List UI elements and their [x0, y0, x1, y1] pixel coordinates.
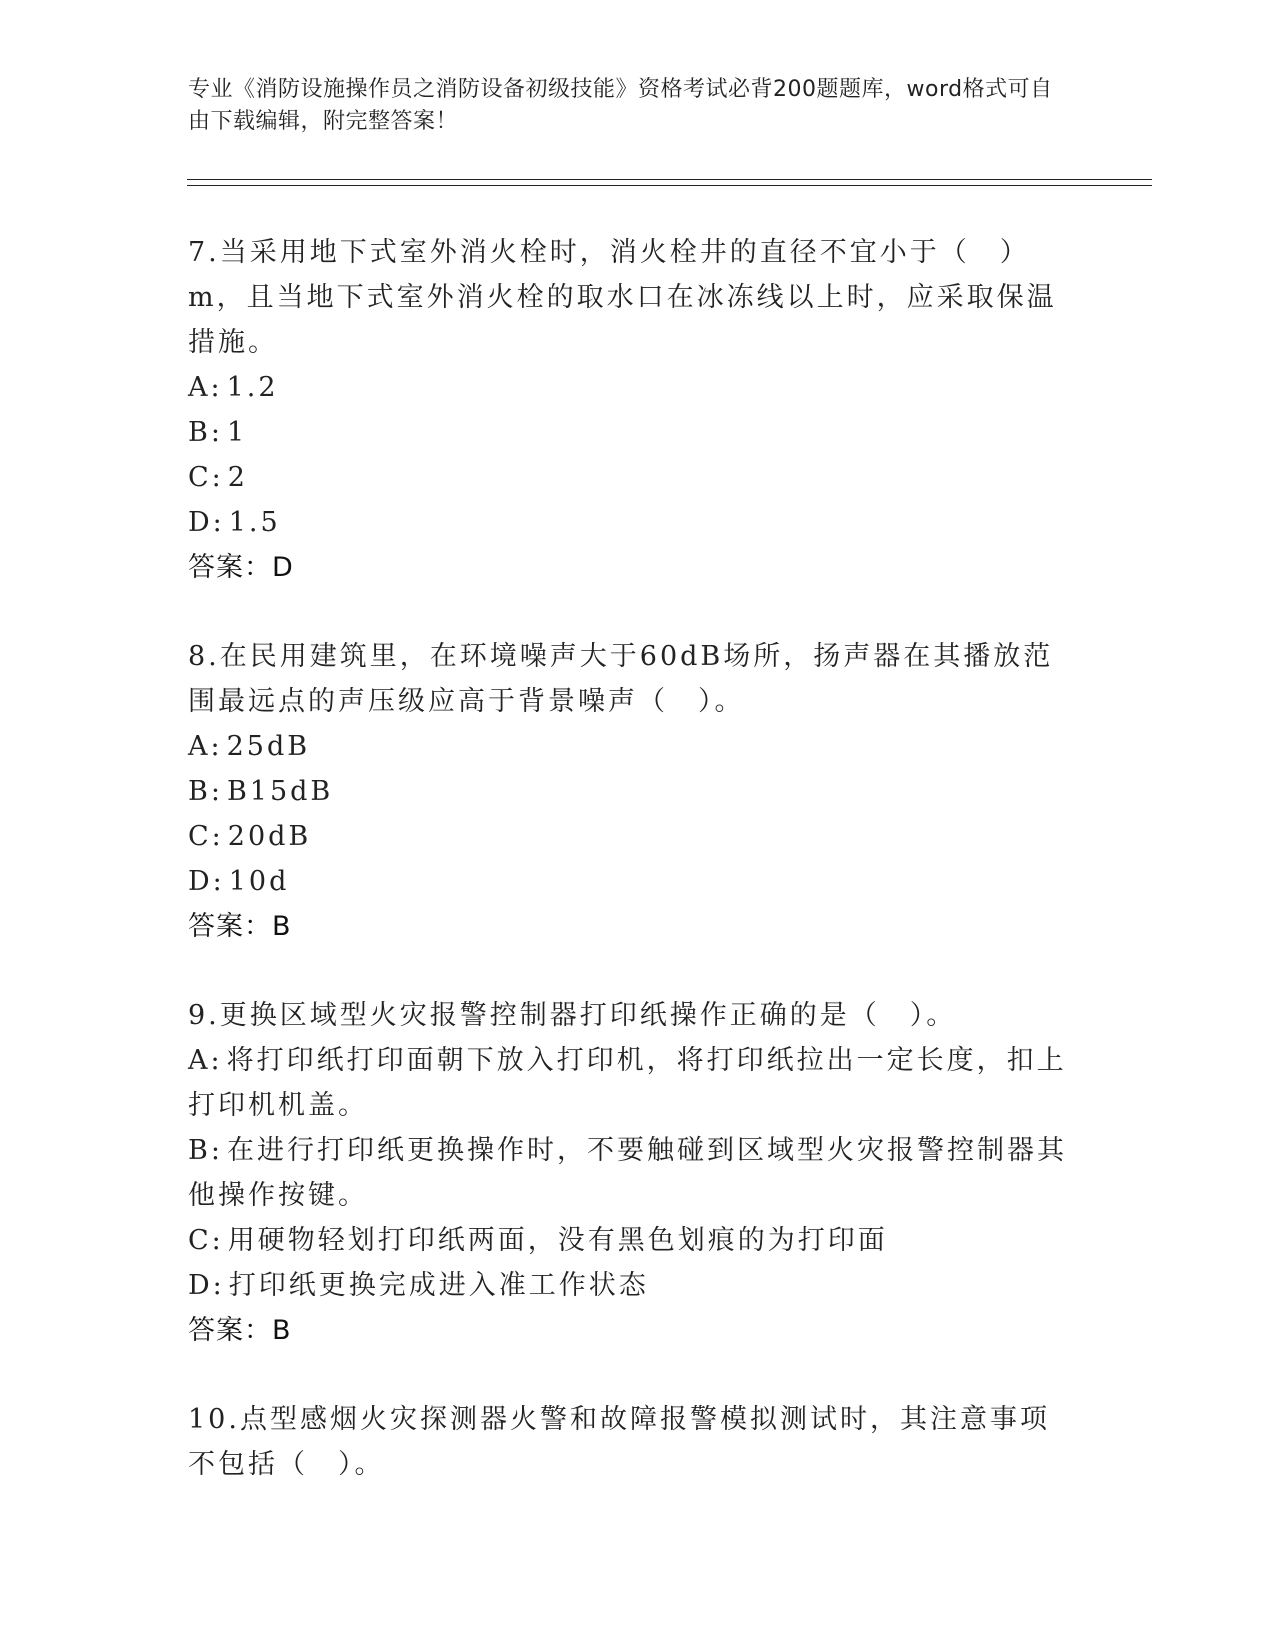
option-label: C:	[188, 462, 224, 493]
option-label: B:	[188, 417, 223, 448]
question-stem: 10.点型感烟火灾探测器火警和故障报警模拟测试时，其注意事项不包括（ ）。	[188, 1404, 1050, 1480]
answer-option	[188, 455, 1068, 500]
answer-option	[188, 1128, 1068, 1218]
question-block	[188, 230, 1068, 590]
option-text: 25dB	[226, 731, 311, 762]
question-block	[188, 993, 1068, 1353]
option-label: B:	[188, 1135, 223, 1166]
answer-key: 答案：D	[188, 552, 294, 583]
option-text: 1	[226, 417, 248, 448]
option-label: D:	[188, 1270, 225, 1301]
option-label: A:	[188, 731, 223, 762]
question-block	[188, 1397, 1068, 1487]
option-text: 将打印纸打印面朝下放入打印机，将打印纸拉出一定长度，扣上打印机机盖。	[188, 1045, 1067, 1121]
option-text: 2	[227, 462, 248, 493]
option-label: D:	[188, 866, 225, 897]
option-text: 20dB	[227, 821, 312, 852]
document-header: 专业《消防设施操作员之消防设备初级技能》资格考试必背200题题库，word格式可自由下载编辑，附完整答案！	[188, 77, 1053, 134]
option-label: C:	[188, 1225, 224, 1256]
option-label: A:	[188, 372, 223, 403]
answer-option	[188, 769, 1068, 814]
header-divider-top	[187, 179, 1152, 180]
option-text: 在进行打印纸更换操作时，不要触碰到区域型火灾报警控制器其他操作按键。	[188, 1135, 1067, 1211]
option-text: 打印纸更换完成进入准工作状态	[228, 1270, 649, 1301]
question-list	[188, 230, 1068, 1531]
question-stem: 7.当采用地下式室外消火栓时，消火栓井的直径不宜小于（ ）m，且当地下式室外消火栓的取水口在冰冻线以上时，应采取保温措施。	[188, 237, 1057, 358]
question-stem: 9.更换区域型火灾报警控制器打印纸操作正确的是（ ）。	[188, 1000, 957, 1031]
answer-option	[188, 410, 1068, 455]
header-divider-bottom	[187, 185, 1152, 186]
option-label: D:	[188, 507, 225, 538]
option-label: A:	[188, 1045, 223, 1076]
answer-option	[188, 814, 1068, 859]
answer-option	[188, 500, 1068, 545]
answer-option	[188, 1218, 1068, 1263]
option-text: 1.5	[228, 507, 281, 538]
answer-key: 答案：B	[188, 911, 292, 942]
answer-option	[188, 365, 1068, 410]
answer-option	[188, 724, 1068, 769]
answer-option	[188, 859, 1068, 904]
option-text: 10d	[228, 866, 290, 897]
question-block	[188, 634, 1068, 949]
option-text: B15dB	[226, 776, 334, 807]
option-label: B:	[188, 776, 223, 807]
answer-option	[188, 1038, 1068, 1128]
question-stem: 8.在民用建筑里，在环境噪声大于60dB场所，扬声器在其播放范围最远点的声压级应高于背景噪声（ ）。	[188, 641, 1054, 717]
option-text: 1.2	[226, 372, 279, 403]
option-label: C:	[188, 821, 224, 852]
option-text: 用硬物轻划打印纸两面，没有黑色划痕的为打印面	[227, 1225, 888, 1256]
answer-option	[188, 1263, 1068, 1308]
answer-key: 答案：B	[188, 1315, 292, 1346]
